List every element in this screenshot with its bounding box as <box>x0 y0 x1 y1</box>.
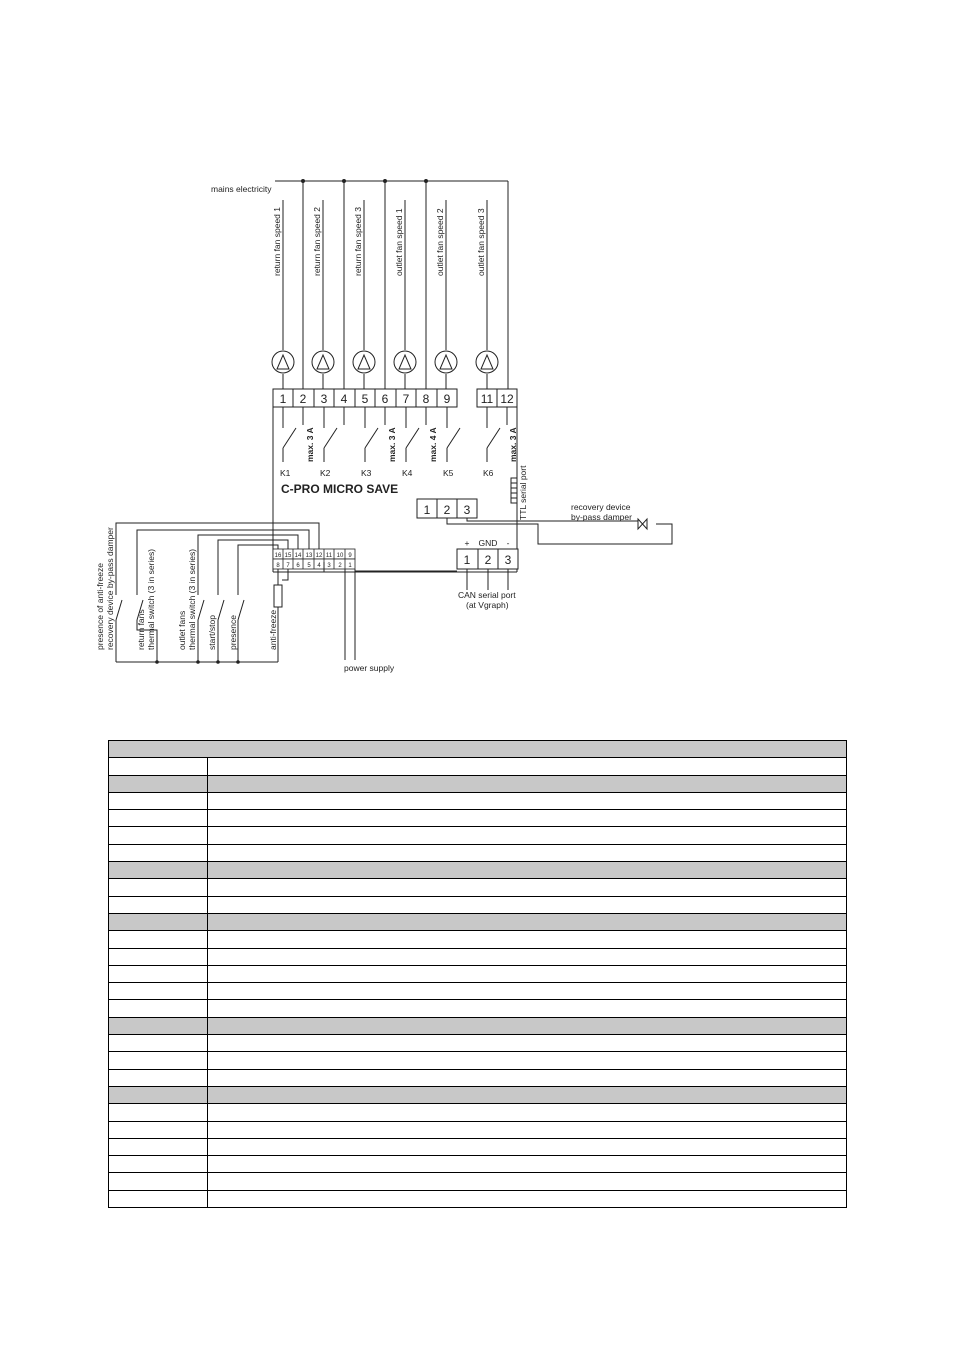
table-cell <box>109 1121 208 1138</box>
table-cell <box>109 758 208 775</box>
damper-label: recovery device <box>571 502 631 512</box>
fan-icon <box>353 351 375 373</box>
table-cell <box>109 1017 208 1034</box>
relay-terminal-number: 1 <box>279 392 287 406</box>
table-row <box>109 1052 847 1069</box>
table-cell <box>208 1052 847 1069</box>
table-row <box>109 1173 847 1190</box>
max-current-label: max. 3 A <box>305 427 315 462</box>
output-label: return fan speed 3 <box>353 207 363 276</box>
fan-icon <box>312 351 334 373</box>
table-cell <box>208 948 847 965</box>
can-terminal-number: 3 <box>504 553 512 567</box>
input-label: thermal switch (3 in series) <box>187 548 197 650</box>
table-row <box>109 948 847 965</box>
relay-terminal-number: 5 <box>361 392 369 406</box>
input-terminal-number: 1 <box>348 563 352 569</box>
table-cell <box>109 1190 208 1207</box>
max-current-label: max. 4 A <box>428 427 438 462</box>
can-terminal-number: 1 <box>463 553 471 567</box>
relay-terminal-number: 4 <box>340 392 348 406</box>
input-terminal-number: 11 <box>325 553 333 559</box>
table-row <box>109 931 847 948</box>
table-cell <box>208 1138 847 1155</box>
input-terminal-number: 15 <box>284 553 292 559</box>
table-row <box>109 965 847 982</box>
can-label: (at Vgraph) <box>466 600 509 610</box>
table-cell <box>208 1190 847 1207</box>
table-cell <box>208 827 847 844</box>
table-cell <box>109 862 208 879</box>
table-row <box>109 896 847 913</box>
anti-freeze-probe-icon <box>274 585 282 607</box>
table-cell <box>109 844 208 861</box>
damper-terminal-number: 1 <box>423 503 431 517</box>
table-cell <box>208 810 847 827</box>
relay-terminal-number: 12 <box>500 392 514 406</box>
input-label: recovery device by-pass damper <box>105 527 115 650</box>
table-cell <box>109 879 208 896</box>
can-sign: GND <box>478 538 498 548</box>
ttl-label: TTL serial port <box>518 465 528 520</box>
table-section-header <box>109 775 847 792</box>
table-cell <box>208 913 847 930</box>
table-cell <box>109 965 208 982</box>
table-cell <box>109 1052 208 1069</box>
table-cell <box>109 741 847 758</box>
table-row <box>109 1000 847 1017</box>
table-row <box>109 1035 847 1052</box>
device-name: C-PRO MICRO SAVE <box>281 482 399 496</box>
table-row <box>109 827 847 844</box>
table-cell <box>109 827 208 844</box>
table-row <box>109 879 847 896</box>
relay-label: K4 <box>402 468 413 478</box>
table-cell <box>109 1000 208 1017</box>
table-cell <box>109 792 208 809</box>
table-cell <box>208 1017 847 1034</box>
input-terminal-number: 9 <box>348 553 352 559</box>
table-cell <box>208 844 847 861</box>
table-section-header <box>109 913 847 930</box>
can-terminal-number: 2 <box>484 553 492 567</box>
output-label: outlet fan speed 2 <box>435 208 445 276</box>
table-row <box>109 844 847 861</box>
damper-valve-icon <box>638 519 647 529</box>
table-cell <box>208 1104 847 1121</box>
input-label: presence <box>228 615 238 650</box>
input-terminal-number: 13 <box>305 553 313 559</box>
input-label: return fans <box>136 609 146 650</box>
can-sign: + <box>464 538 470 548</box>
table-row <box>109 810 847 827</box>
input-terminal-number: 6 <box>296 563 300 569</box>
table-cell <box>208 862 847 879</box>
can-label: CAN serial port <box>458 590 516 600</box>
table-cell <box>109 775 208 792</box>
input-terminal-number: 14 <box>294 553 302 559</box>
table-cell <box>109 1156 208 1173</box>
relay-terminal-number: 9 <box>443 392 451 406</box>
table-cell <box>109 983 208 1000</box>
table-row <box>109 1190 847 1207</box>
input-terminal-number: 12 <box>315 553 323 559</box>
relay-terminal-number: 3 <box>320 392 328 406</box>
table-cell <box>208 965 847 982</box>
fan-icon <box>394 351 416 373</box>
fan-icon <box>435 351 457 373</box>
table-row <box>109 1069 847 1086</box>
table-cell <box>109 948 208 965</box>
relay-terminal-number: 7 <box>402 392 410 406</box>
table-row <box>109 1156 847 1173</box>
max-current-label: max. 3 A <box>387 427 397 462</box>
table-cell <box>208 1086 847 1103</box>
damper-terminal-number: 3 <box>463 503 471 517</box>
table-cell <box>208 879 847 896</box>
max-current-label: max. 3 A <box>508 427 518 462</box>
table-row <box>109 792 847 809</box>
input-terminal-number: 7 <box>286 563 290 569</box>
input-terminal-number: 10 <box>336 553 344 559</box>
table-cell <box>208 1069 847 1086</box>
input-terminal-number: 5 <box>307 563 311 569</box>
power-supply-label: power supply <box>344 663 395 673</box>
table-cell <box>208 931 847 948</box>
relay-terminal-number: 11 <box>480 392 494 406</box>
table-section-header <box>109 1017 847 1034</box>
spec-table <box>108 740 847 1208</box>
table-row <box>109 758 847 775</box>
relay-label: K1 <box>280 468 291 478</box>
input-label: presence of anti-freeze <box>95 563 105 650</box>
table-row <box>109 1121 847 1138</box>
table-cell <box>208 792 847 809</box>
mains-label: mains electricity <box>211 184 272 194</box>
input-label: start/stop <box>207 615 217 650</box>
table-cell <box>208 983 847 1000</box>
damper-label: by-pass damper <box>571 512 632 522</box>
relay-label: K3 <box>361 468 372 478</box>
table-cell <box>208 1121 847 1138</box>
input-terminal-number: 2 <box>338 563 342 569</box>
table-cell <box>208 896 847 913</box>
table-cell <box>109 1138 208 1155</box>
table-cell <box>109 1035 208 1052</box>
relay-label: K6 <box>483 468 494 478</box>
table-cell <box>208 1173 847 1190</box>
input-label: anti-freeze <box>268 609 278 650</box>
relay-terminal-number: 2 <box>299 392 307 406</box>
table-section-header <box>109 741 847 758</box>
table-cell <box>109 913 208 930</box>
table-section-header <box>109 862 847 879</box>
table-row <box>109 1104 847 1121</box>
table-cell <box>109 1069 208 1086</box>
can-sign: - <box>506 538 510 548</box>
table-cell <box>109 1173 208 1190</box>
relay-label: K5 <box>443 468 454 478</box>
damper-terminal-number: 2 <box>443 503 451 517</box>
relay-terminal-number: 6 <box>381 392 389 406</box>
output-label: return fan speed 2 <box>312 207 322 276</box>
table-cell <box>109 810 208 827</box>
output-label: outlet fan speed 1 <box>394 208 404 276</box>
fan-icon <box>476 351 498 373</box>
table-section-header <box>109 1086 847 1103</box>
table-cell <box>208 1035 847 1052</box>
ttl-connector <box>511 478 517 503</box>
input-label: outlet fans <box>177 610 187 650</box>
input-label: thermal switch (3 in series) <box>146 548 156 650</box>
table-cell <box>109 1086 208 1103</box>
input-terminal-number: 8 <box>276 563 280 569</box>
table-cell <box>208 775 847 792</box>
table-cell <box>109 896 208 913</box>
table-cell <box>208 1156 847 1173</box>
input-terminal-number: 4 <box>317 563 321 569</box>
fan-icon <box>272 351 294 373</box>
table-row <box>109 983 847 1000</box>
table-row <box>109 1138 847 1155</box>
input-terminal-number: 16 <box>274 553 282 559</box>
table-cell <box>208 758 847 775</box>
table-cell <box>208 1000 847 1017</box>
output-label: outlet fan speed 3 <box>476 208 486 276</box>
table-cell <box>109 1104 208 1121</box>
output-label: return fan speed 1 <box>272 207 282 276</box>
relay-label: K2 <box>320 468 331 478</box>
table-cell <box>109 931 208 948</box>
input-terminal-number: 3 <box>327 563 331 569</box>
relay-terminal-number: 8 <box>422 392 430 406</box>
